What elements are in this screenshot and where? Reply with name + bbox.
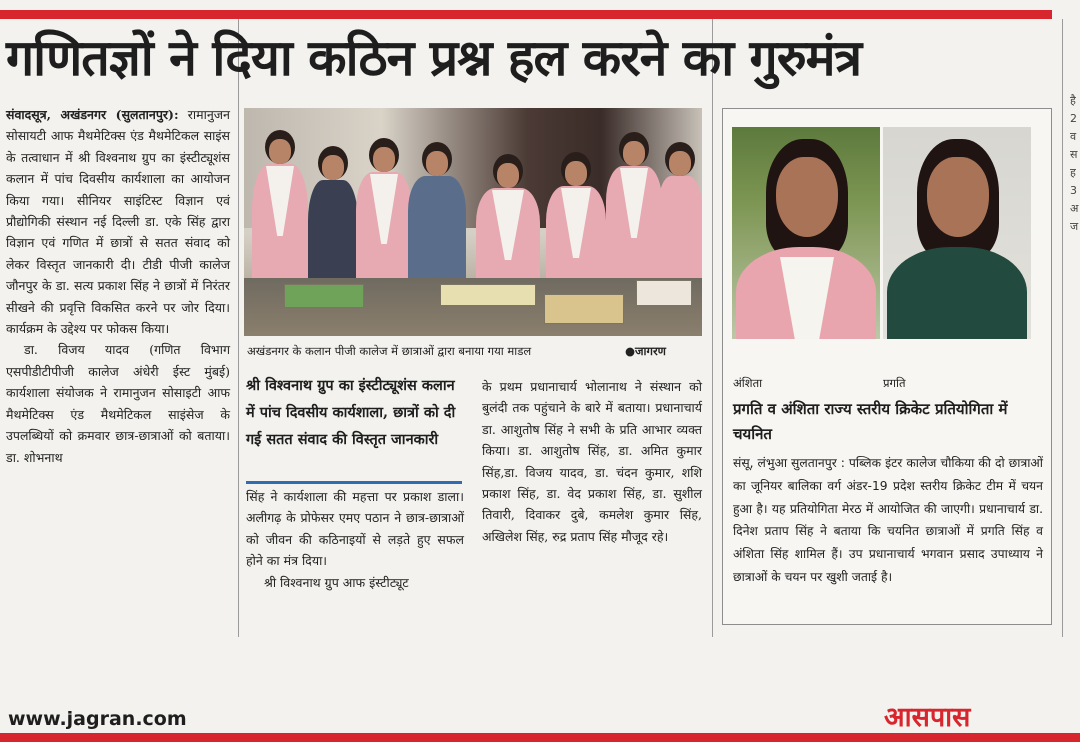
story-column-3 xyxy=(482,376,702,547)
website-url: www.jagran.com xyxy=(8,708,187,730)
story-column-1 xyxy=(6,104,230,468)
student-figure xyxy=(606,132,662,282)
column-divider xyxy=(712,19,713,637)
story-paragraph: डा. विजय यादव (गणित विभाग एसपीडीटीपीजी कालेज अंधेरी ईस्ट मुंबई) कार्यशाला संयोजक ने रामानुजन सोसाइटी आफ मैथमेटिक्स एंड मैथमेटिकल साइंसेज के उपलब्धियों को क्रमवार छात्र-छात्राओं को बताया। डा. शोभनाथ xyxy=(6,342,230,465)
photo-credit: ●जागरण xyxy=(624,344,666,358)
story-column-2 xyxy=(246,486,464,593)
portrait-name-right: प्रगति xyxy=(883,376,906,390)
story-paragraph: के प्रथम प्रधानाचार्य भोलानाथ ने संस्थान को बुलंदी तक पहुंचाने के बारे में बताया। प्रधानाचार्य डा. आशुतोष सिंह ने सभी के प्रति आभार व्यक्त किया। डा. आशुतोष सिंह, डा. अमित कुमार सिंह,डा. विजय यादव, डा. चंदन कुमार, शशि प्रकाश सिंह, डा. वेद प्रकाश सिंह, डा. सुशील तिवारी, दिवाकर दुबे, कमलेश कुमार सिंह, अखिलेश सिंह, रुद्र प्रताप सिंह मौजूद रहे। xyxy=(482,379,702,544)
story-paragraph: श्री विश्वनाथ ग्रुप आफ इंस्टीट्यूट xyxy=(264,574,409,590)
science-model xyxy=(284,284,364,308)
dateline: संवादसूत्र, अखंडनगर (सुलतानपुर): xyxy=(6,107,179,122)
side-story-body: संसू, लंभुआ सुलतानपुर : पब्लिक इंटर कालेज चौकिया की दो छात्राओं का जूनियर बालिका वर्ग अंडर-19 प्रदेश स्तरीय क्रिकेट टीम में चयन हुआ है। यह प्रतियोगिता मेरठ में आयोजित की जाएगी। प्रधानाचार्य डा. दिनेश प्रताप सिंह ने बताया कि चयनित छात्राओं में प्रगति सिंह व अंशिता सिंह शामिल हैं। उप प्रधानाचार्य भगवान प्रसाद उपाध्याय ने छात्राओं के चयन पर खुशी जताई है। xyxy=(733,456,1043,584)
science-model xyxy=(544,294,624,324)
column-divider xyxy=(238,19,239,637)
story-subheading: श्री विश्वनाथ ग्रुप का इंस्टीट्यूशंस कलान में पांच दिवसीय कार्यशाला, छात्रों को दी गई सतत संवाद की विस्तृत जानकारी xyxy=(246,377,456,448)
bottom-red-rule xyxy=(0,733,1080,742)
story-paragraph: सिंह ने कार्यशाला की महत्ता पर प्रकाश डाला। अलीगढ़ के प्रोफेसर एमए पठान ने छात्र-छात्राओं को जीवन की कठिनाइयों से लड़ते हुए सफल होने का मंत्र दिया। xyxy=(246,489,464,569)
adjacent-column-fragment: है 2 व स ह 3 अ ज xyxy=(1070,94,1079,233)
main-headline: गणितज्ञों ने दिया कठिन प्रश्न हल करने का गुरुमंत्र xyxy=(6,28,862,87)
portrait-photo-anshita xyxy=(732,127,880,339)
column-divider xyxy=(1062,19,1063,637)
student-figure xyxy=(658,142,702,282)
section-label: आसपास xyxy=(884,702,971,733)
photo-caption: अखंडनगर के कलान पीजी कालेज में छात्राओं द्वारा बनाया गया माडल ●जागरण xyxy=(247,344,666,358)
science-model xyxy=(636,280,692,306)
portrait-name-left: अंशिता xyxy=(733,376,763,390)
subheading-blue-rule xyxy=(246,481,462,484)
top-red-rule xyxy=(0,10,1052,19)
news-photo-students-model xyxy=(244,108,702,336)
story-paragraph: संवादसूत्र, अखंडनगर (सुलतानपुर): रामानुजन सोसायटी आफ मैथमेटिक्स एंड मैथमेटिकल साइंस के तत्वाधान में श्री विश्वनाथ ग्रुप का इंस्टीट्यूशंस कलान में पांच दिवसीय कार्यशाला का आयोजन किया गया। सीनियर साइंटिस्ट विज्ञान एवं प्रौद्योगिकी संस्थान नई दिल्ली डा. एके सिंह द्वारा विज्ञान एवं गणित में छात्रों से सतत संवाद को लेकर विस्तृत जानकारी दी। टीडी पीजी कालेज जौनपुर के डा. सत्य प्रकाश सिंह ने छात्रों में निरंतर सीखने की प्रवृत्ति विकसित करने पर जोर दिया। कार्यक्रम के उद्देश्य पर फोकस किया। xyxy=(6,107,230,337)
student-figure xyxy=(356,138,412,298)
side-story-headline: प्रगति व अंशिता राज्य स्तरीय क्रिकेट प्रतियोगिता में चयनित xyxy=(733,400,1008,443)
student-figure xyxy=(408,142,466,292)
science-model xyxy=(440,284,536,306)
portrait-photo-pragati xyxy=(883,127,1031,339)
